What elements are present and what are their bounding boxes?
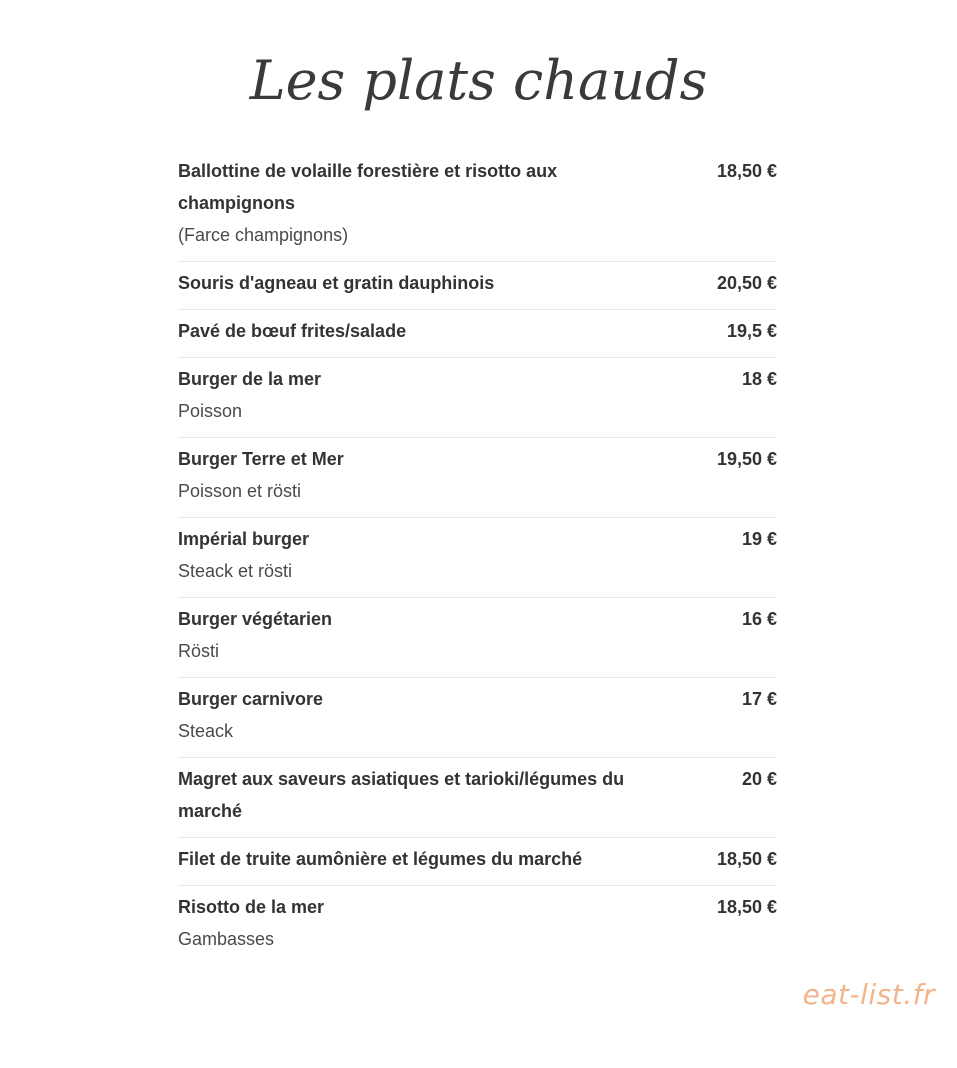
menu-item-description: Poisson xyxy=(178,401,243,421)
menu-item-text xyxy=(178,603,628,667)
menu-item-price: 18 € xyxy=(741,369,777,389)
menu-item-description: Steack xyxy=(178,721,234,741)
menu-item xyxy=(178,598,777,678)
menu-item-price: 18,50 € xyxy=(716,897,777,917)
menu-item xyxy=(178,678,777,758)
menu-item xyxy=(178,262,777,310)
menu-item-description: Poisson et rösti xyxy=(178,481,302,501)
menu-item-price: 17 € xyxy=(741,689,777,709)
menu-item-name: Impérial burger xyxy=(178,529,310,549)
menu-item-text xyxy=(178,443,628,507)
menu-item-price: 20 € xyxy=(741,769,777,789)
menu-item-price: 18,50 € xyxy=(716,161,777,181)
menu-item xyxy=(178,758,777,838)
menu-item-name: Ballottine de volaille forestière et risotto aux champignons xyxy=(178,161,558,213)
menu-item xyxy=(178,518,777,598)
menu-item xyxy=(178,358,777,438)
menu-item-name: Burger végétarien xyxy=(178,609,333,629)
menu-item-price: 19,50 € xyxy=(716,449,777,469)
menu-item-description: (Farce champignons) xyxy=(178,225,349,245)
menu-item-name: Burger carnivore xyxy=(178,689,324,709)
menu-item-name: Risotto de la mer xyxy=(178,897,325,917)
menu-item xyxy=(178,886,777,965)
menu-item-text xyxy=(178,891,628,955)
menu-item-price: 19,5 € xyxy=(726,321,777,341)
menu-item-text xyxy=(178,155,628,251)
menu-item xyxy=(178,310,777,358)
menu-item-text xyxy=(178,363,628,427)
watermark: eat-list.fr xyxy=(802,978,935,1011)
menu-item-name: Magret aux saveurs asiatiques et tarioki/légumes du marché xyxy=(178,769,625,821)
menu-item-text xyxy=(178,683,628,747)
menu-item-price: 16 € xyxy=(741,609,777,629)
menu-item-name: Filet de truite aumônière et légumes du marché xyxy=(178,849,583,869)
menu-item-price: 18,50 € xyxy=(716,849,777,869)
page-title: Les plats chauds xyxy=(249,49,708,112)
menu-item-price: 20,50 € xyxy=(716,273,777,293)
menu-item-name: Pavé de bœuf frites/salade xyxy=(178,321,407,341)
menu-item xyxy=(178,438,777,518)
menu-item xyxy=(178,150,777,262)
menu-item-text xyxy=(178,267,628,299)
menu-item-description: Gambasses xyxy=(178,929,275,949)
menu-item xyxy=(178,838,777,886)
menu-item-text xyxy=(178,315,628,347)
menu-item-name: Burger de la mer xyxy=(178,369,322,389)
menu-item-text xyxy=(178,763,628,827)
menu-item-name: Souris d'agneau et gratin dauphinois xyxy=(178,273,495,293)
menu-item-name: Burger Terre et Mer xyxy=(178,449,344,469)
menu-item-text xyxy=(178,523,628,587)
menu-item-price: 19 € xyxy=(741,529,777,549)
menu-item-description: Steack et rösti xyxy=(178,561,293,581)
menu-item-description: Rösti xyxy=(178,641,220,661)
menu-item-text xyxy=(178,843,628,875)
menu-list xyxy=(178,150,777,965)
